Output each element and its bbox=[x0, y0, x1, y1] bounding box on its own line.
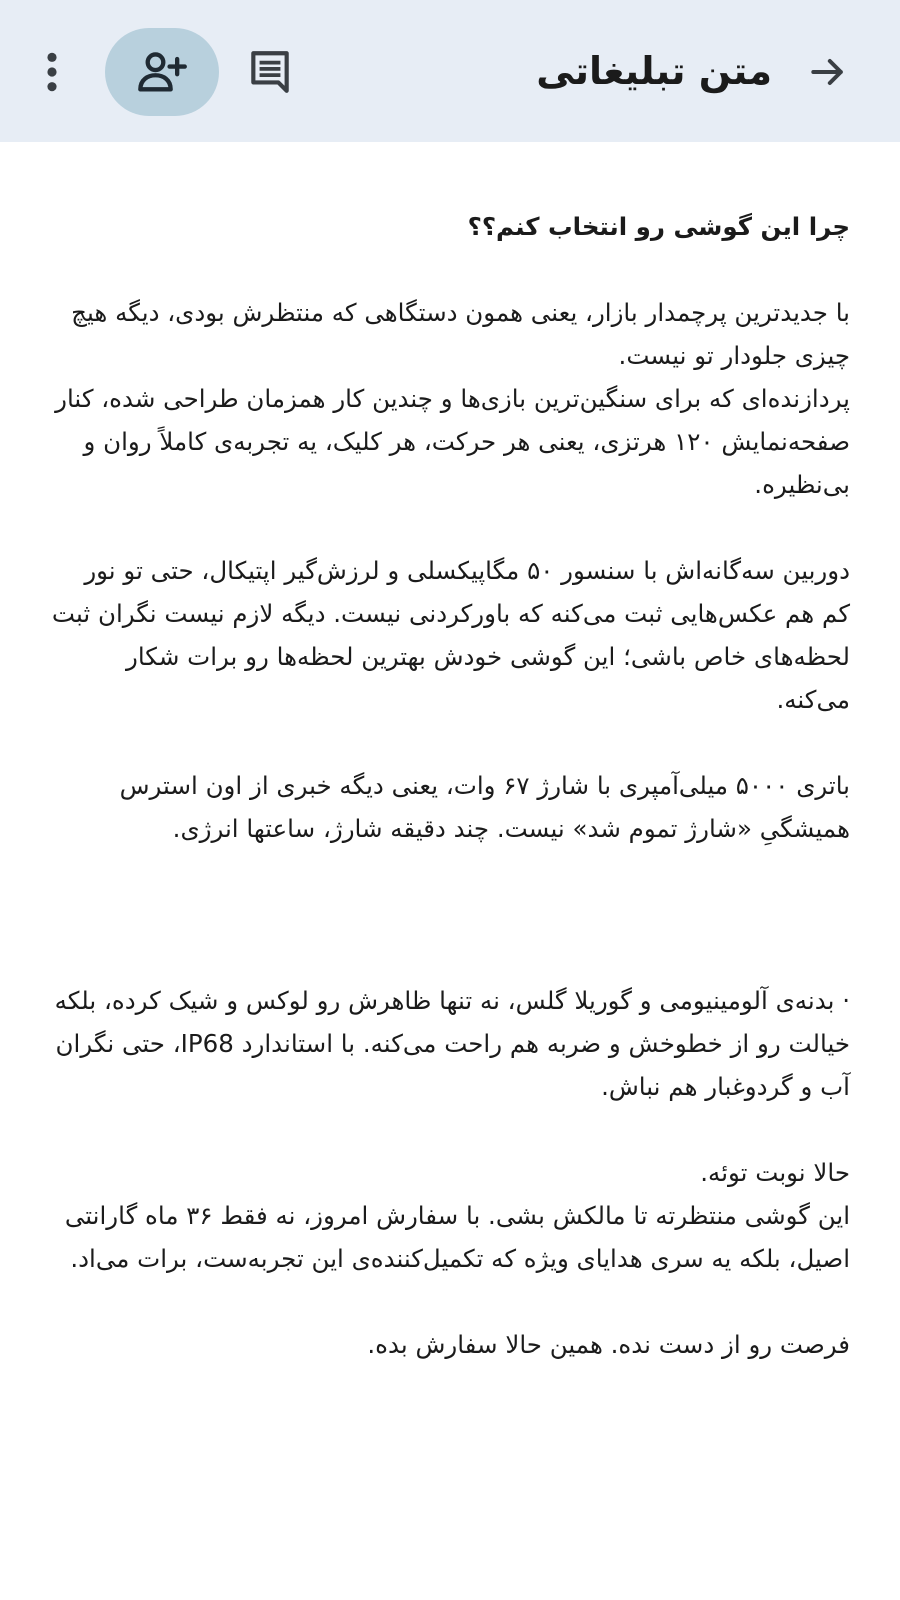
back-button[interactable] bbox=[800, 44, 856, 100]
spacer bbox=[50, 1280, 850, 1323]
comment-button[interactable] bbox=[242, 44, 298, 100]
ad-heading: چرا این گوشی رو انتخاب کنم؟؟ bbox=[467, 212, 850, 241]
paragraph-battery: باتری ۵۰۰۰ میلی‌آمپری با شارژ ۶۷ وات، یعنی دیگه خبری از اون استرس همیشگیِ «شارژ تموم شد» نیست. چند دقیقه شارژ، ساعتها انرژی. bbox=[119, 771, 850, 843]
ad-text-body bbox=[50, 205, 850, 1366]
spacer bbox=[50, 850, 850, 979]
paragraph-body: · بدنه‌ی آلومینیومی و گوریلا گلس، نه تنها ظاهرش رو لوکس و شیک کرده، بلکه خیالت رو از خطوخش و ضربه هم راحت می‌کنه. با استاندارد IP68، حتی نگران آب و گردوغبار هم نباش. bbox=[54, 986, 850, 1101]
paragraph-processor: پردازنده‌ای که برای سنگین‌ترین بازی‌ها و چندین کار همزمان طراحی شده، کنار صفحه‌نمایش ۱۲۰ هرتزی، یعنی هر حرکت، هر کلیک، یه تجربه‌ی کاملاً روان و بی‌نظیره. bbox=[55, 384, 850, 499]
person-add-icon bbox=[136, 46, 188, 98]
arrow-forward-icon bbox=[806, 50, 850, 94]
paragraph-camera: دوربین سه‌گانه‌اش با سنسور ۵۰ مگاپیکسلی و لرزش‌گیر اپتیکال، حتی تو نور کم هم عکس‌هایی ثبت می‌کنه که باورکردنی نیست. دیگه لازم نیست نگران ثبت لحظه‌های خاص باشی؛ این گوشی خودش بهترین لحظه‌ها رو برات شکار می‌کنه. bbox=[51, 556, 850, 714]
more-vert-icon bbox=[42, 50, 62, 94]
paragraph-warranty: این گوشی منتظرته تا مالکش بشی. با سفارش امروز، نه فقط ۳۶ ماه گارانتی اصیل، بلکه یه سری هدایای ویژه که تکمیل‌کننده‌ی این تجربه‌ست، برات می‌اد. bbox=[64, 1201, 850, 1273]
paragraph-your-turn: حالا نوبت توئه. bbox=[700, 1158, 850, 1187]
top-app-bar bbox=[0, 0, 900, 142]
paragraph-intro: با جدیدترین پرچمدار بازار، یعنی همون دستگاهی که منتظرش بودی، دیگه هیچ چیزی جلودار تو نیست. bbox=[71, 298, 850, 370]
more-options-button[interactable] bbox=[28, 44, 76, 100]
spacer bbox=[50, 1108, 850, 1151]
add-person-button[interactable] bbox=[105, 28, 219, 116]
spacer bbox=[50, 721, 850, 764]
page-title: متن تبلیغاتی bbox=[536, 49, 772, 93]
paragraph-call-to-action: فرصت رو از دست نده. همین حالا سفارش بده. bbox=[367, 1330, 850, 1359]
comment-icon bbox=[245, 47, 295, 97]
spacer bbox=[50, 506, 850, 549]
